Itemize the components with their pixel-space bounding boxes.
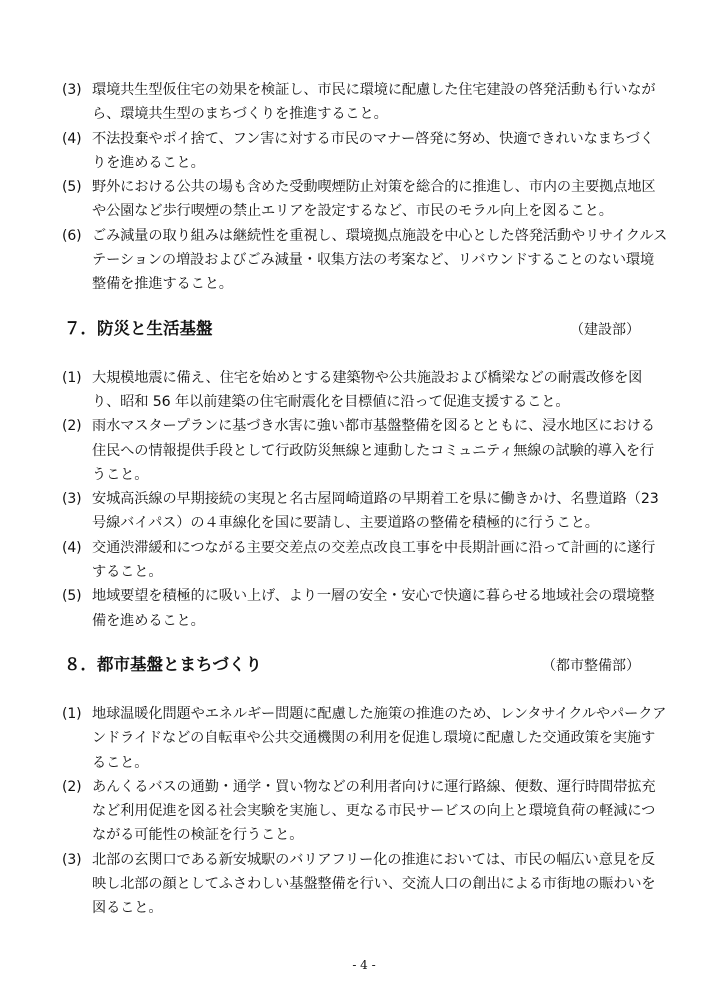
list-item (62, 78, 668, 127)
list-item (62, 702, 668, 775)
list-item (62, 414, 668, 487)
item-number: (5) (62, 179, 82, 196)
section-title: ８．都市基盤とまちづくり (64, 654, 262, 674)
section-department: （建設部） (570, 321, 640, 338)
item-text: 地球温暖化問題やエネルギー問題に配慮した施策の推進のため、レンタサイクルやパークアンドライドなどの自転車や公共交通機関の利用を促進し環境に配慮した交通政策を実施すること。 (92, 705, 667, 771)
item-text: あんくるバスの通勤・通学・買い物などの利用者向けに運行路線、便数、運行時間帯拡充など利用促進を図る社会実験を実施し、更なる市民サービスの向上と環境負荷の軽減につながる可能性の検証を行うこと。 (92, 778, 656, 844)
list-item (62, 536, 668, 585)
item-number: (3) (62, 851, 82, 868)
list-item (62, 366, 668, 415)
list-item (62, 175, 668, 224)
intro-items (62, 78, 668, 297)
item-number: (3) (62, 82, 82, 98)
section-title: ７．防災と生活基盤 (64, 318, 213, 338)
list-item (62, 775, 668, 848)
section-heading (62, 653, 668, 678)
item-text: 雨水マスタープランに基づき水害に強い都市基盤整備を図るとともに、浸水地区における住民への情報提供手段として行政防災無線と連動したコミュニティ無線の試験的導入を行うこと。 (92, 418, 655, 483)
section-urban-infrastructure (62, 653, 668, 921)
item-text: 不法投棄やポイ捨て、フン害に対する市民のマナー啓発に努め、快適できれいなまちづくりを進めること。 (92, 130, 654, 171)
list-item (62, 127, 668, 176)
item-text: 北部の玄関口である新安城駅のバリアフリー化の推進においては、市民の幅広い意見を反映し北部の顔としてふさわしい基盤整備を行い、交流人口の創出による市街地の賑わいを図ること。 (92, 851, 656, 917)
item-text: 環境共生型仮住宅の効果を検証し、市民に環境に配慮した住宅建設の啓発活動も行いながら、環境共生型のまちづくりを推進すること。 (92, 82, 656, 123)
item-text: 地域要望を積極的に吸い上げ、より一層の安全・安心で快適に暮らせる地域社会の環境整備を進めること。 (92, 588, 655, 629)
item-number: (3) (62, 491, 82, 508)
section-heading (62, 317, 668, 342)
item-number: (6) (62, 227, 82, 244)
section-department: （都市整備部） (542, 657, 640, 674)
item-text: 野外における公共の場も含めた受動喫煙防止対策を総合的に推進し、市内の主要拠点地区や公園など歩行喫煙の禁止エリアを設定するなど、市民のモラル向上を図ること。 (92, 179, 656, 220)
item-text: 安城高浜線の早期接続の実現と名古屋岡崎道路の早期着工を県に働きかけ、名豊道路（23 号線バイパス）の４車線化を国に要請し、主要道路の整備を積極的に行うこと。 (92, 491, 659, 532)
item-text: 大規模地震に備え、住宅を始めとする建築物や公共施設および橋梁などの耐震改修を図り、昭和 56 年以前建築の住宅耐震化を目標値に沿って促進支援すること。 (92, 369, 643, 410)
list-item (62, 487, 668, 536)
section-disaster-prevention (62, 317, 668, 633)
list-item (62, 848, 668, 921)
item-number: (5) (62, 588, 82, 605)
item-number: (4) (62, 130, 82, 147)
item-text: ごみ減量の取り組みは継続性を重視し、環境拠点施設を中心とした啓発活動やリサイクルステーションの増設およびごみ減量・収集方法の考案など、リバウンドすることのない環境整備を推進すること。 (92, 227, 668, 293)
page-number: - 4 - (352, 958, 376, 972)
list-item (62, 224, 668, 297)
item-text: 交通渋滞緩和につながる主要交差点の交差点改良工事を中長期計画に沿って計画的に遂行すること。 (92, 539, 656, 581)
list-item (62, 584, 668, 633)
item-number: (1) (62, 705, 82, 722)
item-number: (2) (62, 418, 82, 435)
item-number: (1) (62, 369, 82, 386)
item-number: (4) (62, 539, 82, 556)
item-number: (2) (62, 778, 82, 795)
